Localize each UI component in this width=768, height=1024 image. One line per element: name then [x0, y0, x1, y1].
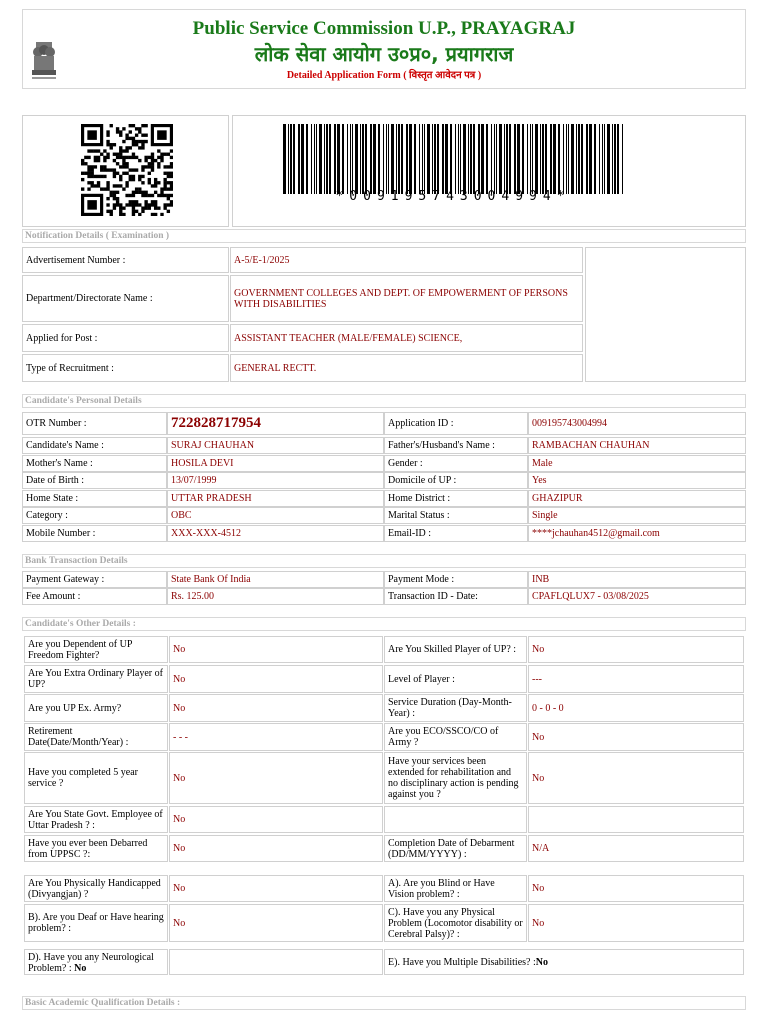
other-r8l-value: No	[169, 875, 383, 902]
personal-email-value: ****jchauhan4512@gmail.com	[528, 525, 746, 542]
dept-label: Department/Directorate Name :	[22, 275, 229, 322]
personal-name-label: Candidate's Name :	[22, 437, 167, 454]
other-r4l-value: - - -	[169, 723, 383, 751]
other-r3r-value: 0 - 0 - 0	[528, 694, 744, 722]
personal-father-label: Father's/Husband's Name :	[384, 437, 528, 454]
personal-category-label: Category :	[22, 507, 167, 524]
other-r2r-label: Level of Player :	[384, 665, 527, 693]
section-academic: Basic Academic Qualification Details :	[22, 996, 746, 1010]
other-r7l-label: Have you ever been Debarred from UPPSC ?:	[24, 835, 168, 862]
section-notification: Notification Details ( Examination )	[22, 229, 746, 243]
section-other: Candidate's Other Details :	[22, 617, 746, 631]
other-r6l-label: Are You State Govt. Employee of Uttar Pradesh ? :	[24, 806, 168, 833]
section-bank: Bank Transaction Details	[22, 554, 746, 568]
other-r9l-value: No	[169, 904, 383, 942]
other-r9r-value: No	[528, 904, 744, 942]
personal-marital-value: Single	[528, 507, 746, 524]
empty-cell	[169, 949, 383, 975]
commission-title: Public Service Commission U.P., PRAYAGRAJ	[192, 18, 576, 39]
payment-mode-value: INB	[528, 571, 746, 588]
personal-domicile-value: Yes	[528, 472, 746, 489]
personal-gender-label: Gender :	[384, 455, 528, 472]
personal-district-value: GHAZIPUR	[528, 490, 746, 507]
other-r1r-label: Are You Skilled Player of UP? :	[384, 636, 527, 663]
fee-label: Fee Amount :	[22, 588, 167, 605]
other-r2r-value: ---	[528, 665, 744, 693]
other-r10r-cell	[384, 949, 744, 975]
other-r8r-value: No	[528, 875, 744, 902]
personal-category-value: OBC	[167, 507, 384, 524]
recruitment-value: GENERAL RECTT.	[230, 354, 583, 382]
gateway-label: Payment Gateway :	[22, 571, 167, 588]
section-personal: Candidate's Personal Details	[22, 394, 746, 408]
empty-cell	[384, 806, 527, 833]
photo-box	[585, 247, 746, 382]
other-r8r-label: A). Are you Blind or Have Vision problem? :	[384, 875, 527, 902]
other-r10l-cell	[24, 949, 168, 975]
transaction-label: Transaction ID - Date:	[384, 588, 528, 605]
gateway-value: State Bank Of India	[167, 571, 384, 588]
personal-dob-label: Date of Birth :	[22, 472, 167, 489]
barcode-text: *009195743004994*	[335, 189, 571, 204]
empty-cell	[528, 806, 744, 833]
other-r5l-label: Have you completed 5 year service ?	[24, 752, 168, 804]
other-r7r-value: N/A	[528, 835, 744, 862]
other-r4r-label: Are you ECO/SSCO/CO of Army ?	[384, 723, 527, 751]
other-r4r-value: No	[528, 723, 744, 751]
personal-mother-value: HOSILA DEVI	[167, 455, 384, 472]
personal-mobile-label: Mobile Number :	[22, 525, 167, 542]
other-r9r-label: C). Have you any Physical Problem (Locomotor disability or Cerebral Palsy)? :	[384, 904, 527, 942]
other-r10r-value: No	[535, 957, 548, 968]
otr-label: OTR Number :	[22, 412, 167, 435]
personal-mobile-value: XXX-XXX-4512	[167, 525, 384, 542]
other-r3l-value: No	[169, 694, 383, 722]
qr-cell	[22, 115, 229, 227]
other-r1l-value: No	[169, 636, 383, 663]
other-r1l-label: Are you Dependent of UP Freedom Fighter?	[24, 636, 168, 663]
other-r3r-label: Service Duration (Day-Month-Year) :	[384, 694, 527, 722]
other-r5r-value: No	[528, 752, 744, 804]
other-r2l-label: Are You Extra Ordinary Player of UP?	[24, 665, 168, 693]
personal-state-label: Home State :	[22, 490, 167, 507]
fee-value: Rs. 125.00	[167, 588, 384, 605]
personal-name-value: SURAJ CHAUHAN	[167, 437, 384, 454]
other-r4l-label: Retirement Date(Date/Month/Year) :	[24, 723, 168, 751]
otr-value: 722828717954	[167, 412, 384, 435]
other-r1r-value: No	[528, 636, 744, 663]
other-r7r-label: Completion Date of Debarment (DD/MM/YYYY) :	[384, 835, 527, 862]
barcode-cell	[232, 115, 746, 227]
codes-row	[22, 115, 746, 227]
personal-district-label: Home District :	[384, 490, 528, 507]
recruitment-label: Type of Recruitment :	[22, 354, 229, 382]
post-label: Applied for Post :	[22, 324, 229, 352]
other-r9l-label: B). Are you Deaf or Have hearing problem? :	[24, 904, 168, 942]
form-subtitle: Detailed Application Form ( विस्तृत आवेदन पत्र )	[286, 70, 482, 81]
payment-mode-label: Payment Mode :	[384, 571, 528, 588]
advt-label: Advertisement Number :	[22, 247, 229, 273]
other-r7l-value: No	[169, 835, 383, 862]
other-r3l-label: Are you UP Ex. Army?	[24, 694, 168, 722]
transaction-value: CPAFLQLUX7 - 03/08/2025	[528, 588, 746, 605]
dept-value: GOVERNMENT COLLEGES AND DEPT. OF EMPOWERMENT OF PERSONS WITH DISABILITIES	[230, 275, 583, 322]
personal-father-value: RAMBACHAN CHAUHAN	[528, 437, 746, 454]
other-r5r-label: Have your services been extended for rehabilitation and no disciplinary action is pending against you ?	[384, 752, 527, 804]
application-id-label: Application ID :	[384, 412, 528, 435]
other-r8l-label: Are You Physically Handicapped (Divyangjan) ?	[24, 875, 168, 902]
other-r10l-value: No	[74, 963, 87, 974]
personal-domicile-label: Domicile of UP :	[384, 472, 528, 489]
personal-state-value: UTTAR PRADESH	[167, 490, 384, 507]
qr-code-icon	[81, 124, 173, 216]
personal-dob-value: 13/07/1999	[167, 472, 384, 489]
other-r10r-label: E). Have you Multiple Disabilities? :	[388, 957, 536, 968]
application-id-value: 009195743004994	[528, 412, 746, 435]
post-value: ASSISTANT TEACHER (MALE/FEMALE) SCIENCE,	[230, 324, 583, 352]
advt-value: A-5/E-1/2025	[230, 247, 583, 273]
other-r5l-value: No	[169, 752, 383, 804]
personal-gender-value: Male	[528, 455, 746, 472]
other-r10l-label: D). Have you any Neurological Problem? :	[28, 952, 154, 974]
other-r2l-value: No	[169, 665, 383, 693]
personal-mother-label: Mother's Name :	[22, 455, 167, 472]
barcode-icon	[283, 124, 623, 194]
commission-title-hindi: लोक सेवा आयोग उ०प्र०, प्रयागराज	[254, 42, 514, 66]
personal-marital-label: Marital Status :	[384, 507, 528, 524]
other-r6l-value: No	[169, 806, 383, 833]
personal-email-label: Email-ID :	[384, 525, 528, 542]
